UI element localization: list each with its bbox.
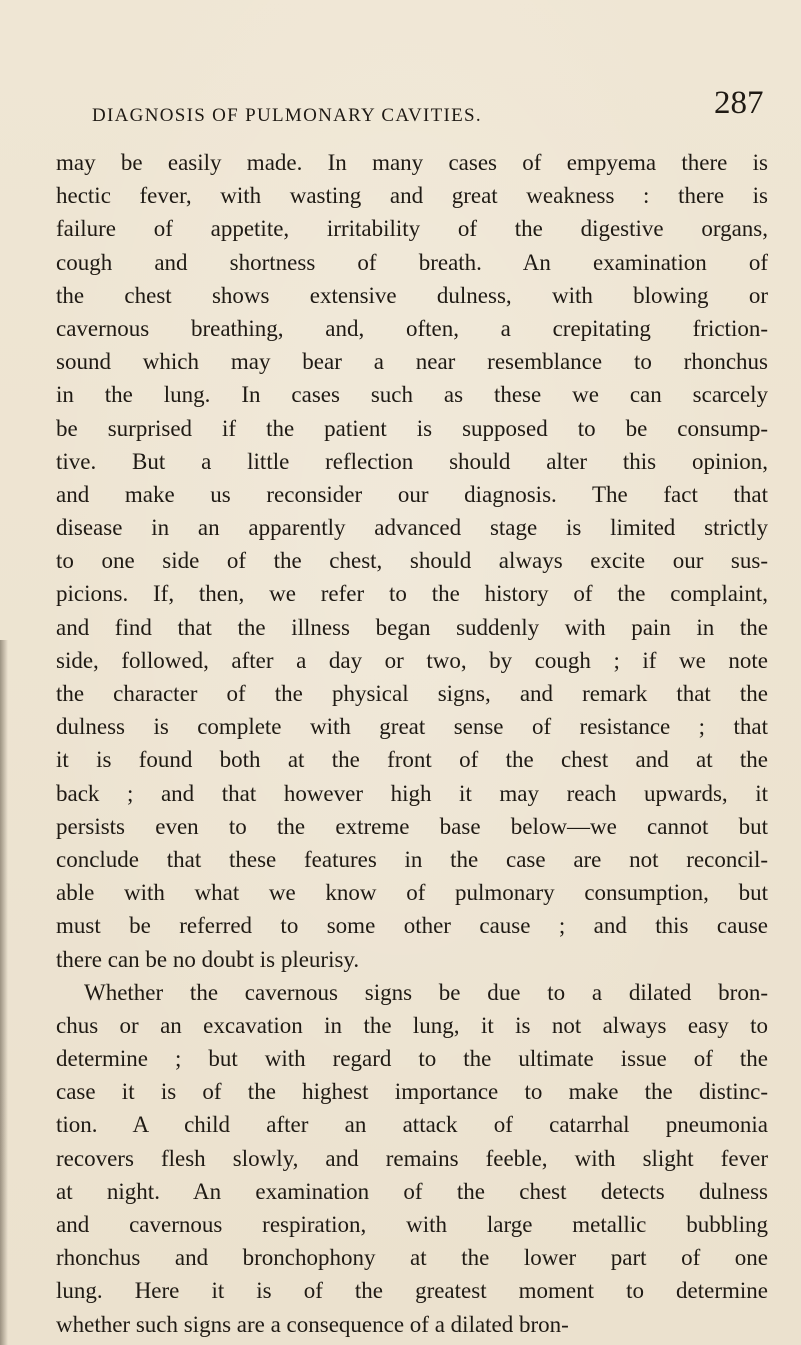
text-line: lung. Here it is of the greatest moment to determine [56, 1278, 768, 1304]
text-line: persists even to the extreme base below—we cannot but [56, 813, 768, 839]
running-head: DIAGNOSIS OF PULMONARY CAVITIES. [92, 105, 482, 126]
text-line: cavernous breathing, and, often, a crepitating friction- [56, 315, 768, 341]
text-line: back ; and that however high it may reach upwards, it [56, 780, 768, 806]
text-line: case it is of the highest importance to make the distinc- [56, 1079, 768, 1105]
text-line: dulness is complete with great sense of resistance ; that [56, 714, 768, 740]
page-number: 287 [714, 85, 764, 121]
text-line: whether such signs are a consequence of a dilated bron- [56, 1311, 569, 1337]
text-line: determine ; but with regard to the ultimate issue of the [56, 1046, 768, 1072]
text-line: tive. But a little reflection should alter this opinion, [56, 448, 768, 474]
body-text [56, 146, 768, 1341]
text-line: failure of appetite, irritability of the digestive organs, [56, 216, 768, 242]
text-line: recovers flesh slowly, and remains feeble, with slight fever [56, 1145, 768, 1171]
text-line: at night. An examination of the chest detects dulness [56, 1178, 768, 1204]
text-line: Whether the cavernous signs be due to a dilated bron- [84, 979, 768, 1005]
text-line: there can be no doubt is pleurisy. [56, 946, 360, 972]
text-line: to one side of the chest, should always excite our sus- [56, 548, 768, 574]
text-line: be surprised if the patient is supposed to be consump- [56, 415, 768, 441]
text-line: side, followed, after a day or two, by cough ; if we note [56, 647, 768, 673]
text-line: the chest shows extensive dulness, with blowing or [56, 282, 768, 308]
page-edge-shadow [0, 640, 8, 1345]
text-line: disease in an apparently advanced stage is limited strictly [56, 515, 768, 541]
text-line: and find that the illness began suddenly with pain in the [56, 614, 768, 640]
text-line: conclude that these features in the case are not reconcil- [56, 846, 768, 872]
text-line: and cavernous respiration, with large metallic bubbling [56, 1212, 768, 1237]
text-line: must be referred to some other cause ; and this cause [56, 913, 768, 939]
text-line: sound which may bear a near resemblance to rhonchus [56, 349, 768, 375]
text-line: picions. If, then, we refer to the history of the complaint, [56, 581, 768, 607]
text-line: tion. A child after an attack of catarrhal pneumonia [56, 1112, 768, 1138]
text-line: may be easily made. In many cases of empyema there is [56, 150, 768, 175]
text-line: cough and shortness of breath. An examination of [56, 249, 768, 275]
text-line: hectic fever, with wasting and great weakness : there is [56, 183, 768, 209]
text-line: the character of the physical signs, and remark that the [56, 681, 768, 706]
text-line: it is found both at the front of the chest and at the [56, 747, 768, 773]
text-line: and make us reconsider our diagnosis. The fact that [56, 481, 768, 507]
text-line: able with what we know of pulmonary consumption, but [56, 880, 768, 906]
text-line: rhonchus and bronchophony at the lower part of one [56, 1245, 768, 1271]
text-line: chus or an excavation in the lung, it is not always easy to [56, 1012, 768, 1038]
text-line: in the lung. In cases such as these we can scarcely [56, 382, 768, 408]
